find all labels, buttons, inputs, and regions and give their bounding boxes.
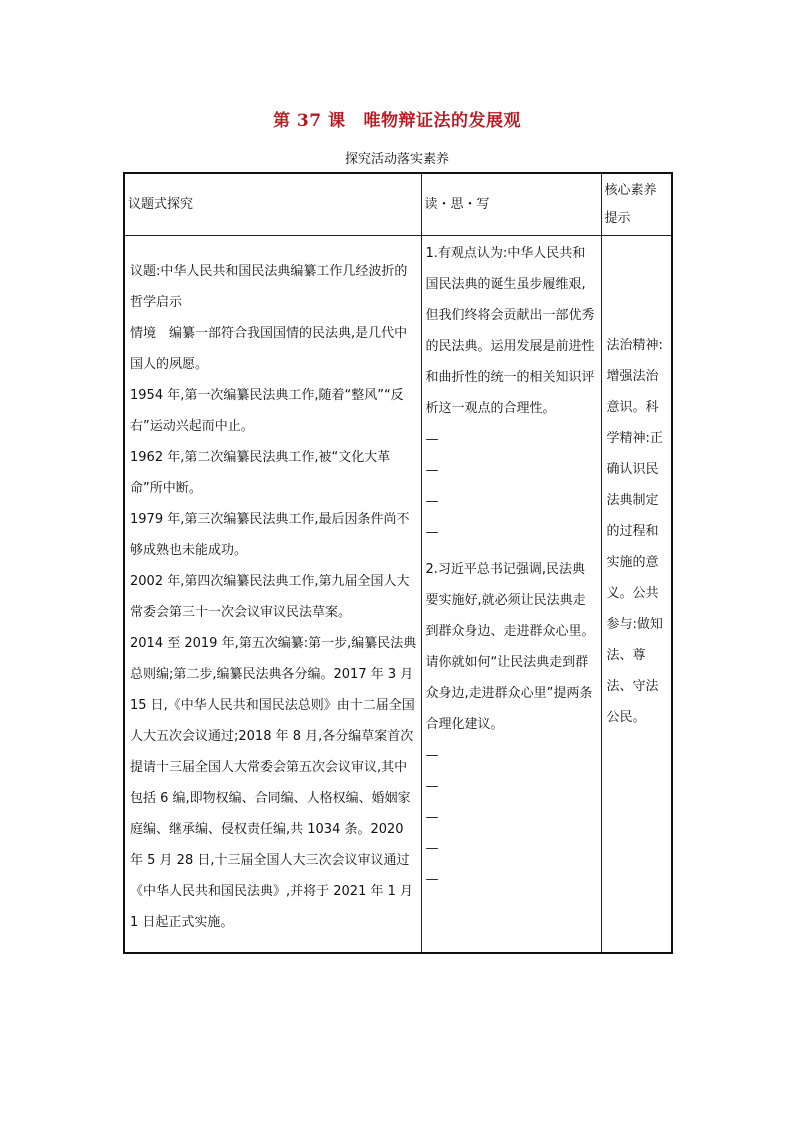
- core-literacy-cell: [601, 236, 672, 954]
- question-content: [422, 236, 601, 895]
- answer-line[interactable]: —: [425, 779, 439, 794]
- context-text: 情境 编纂一部符合我国国情的民法典,是几代中国人的夙愿。: [130, 326, 408, 372]
- inquiry-cell: [124, 236, 421, 954]
- header-read-think-write: 读・思・写: [424, 196, 490, 212]
- answer-line[interactable]: —: [425, 872, 439, 887]
- question-1: 1.有观点认为:中华人民共和国民法典的诞生虽步履维艰,但我们终将会贡献出一部优秀的民法典。运用发展是前进性和曲折性的统一的相关知识评析这一观点的合理性。: [425, 246, 595, 416]
- header-inquiry: 议题式探究: [128, 196, 194, 212]
- answer-line[interactable]: —: [425, 494, 439, 509]
- answer-line[interactable]: —: [425, 432, 439, 447]
- event-1962: 1962 年,第二次编纂民法典工作,被“文化大革命”所中断。: [130, 450, 391, 496]
- event-2014-2019: 2014 至 2019 年,第五次编纂:第一步,编纂民法典总则编;第二步,编纂民法典各分编。2017 年 3 月 15 日,《中华人民共和国民法总则》由十二届全国人大五次会议通过;2018 年 8 月,各分编草案首次提请十三届全国人大常委会第五次会议审议,其中包括 6 编,即物权编、合同编、人格权编、婚姻家庭编、继承编、侵权责任编,共 1034 条。2020 年 5 月 28 日,十三届全国人大三次会议审议通过《中华人民共和国民法典》,并将于 2021 年 1 月 1 日起正式实施。: [130, 636, 417, 930]
- table-body-row: [124, 236, 672, 954]
- event-1979: 1979 年,第三次编纂民法典工作,最后因条件尚不够成熟也未能成功。: [130, 512, 410, 558]
- lesson-topic: 唯物辩证法的发展观: [363, 111, 521, 131]
- lesson-number: 第 37 课: [273, 111, 346, 131]
- header-cell-inquiry: [124, 173, 421, 236]
- inquiry-content: [125, 236, 421, 938]
- event-1954: 1954 年,第一次编纂民法典工作,随着“整风”“反右”运动兴起而中止。: [130, 388, 404, 434]
- header-cell-read-think-write: [421, 173, 601, 236]
- section-subtitle: 探究活动落实素养: [344, 152, 449, 167]
- answer-line[interactable]: —: [425, 748, 439, 763]
- lesson-title: [0, 106, 794, 131]
- table-header-row: [124, 173, 672, 236]
- question-cell: [421, 236, 601, 954]
- event-2002: 2002 年,第四次编纂民法典工作,第九届全国人大常委会第三十一次会议审议民法草案。: [130, 574, 410, 620]
- answer-line[interactable]: —: [425, 525, 439, 540]
- topic-text: 议题:中华人民共和国民法典编纂工作几经波折的哲学启示: [130, 264, 408, 310]
- question-2: 2.习近平总书记强调,民法典要实施好,就必须让民法典走到群众身边、走进群众心里。请你就如何“让民法典走到群众身边,走进群众心里”提两条合理化建议。: [425, 562, 595, 732]
- header-core-literacy: 核心素养提示: [604, 182, 657, 226]
- header-cell-core-literacy: [601, 173, 672, 236]
- inquiry-table: [123, 172, 673, 954]
- core-literacy-text: 法治精神:增强法治意识。科学精神:正确认识民法典制定的过程和实施的意义。公共参与:做知法、尊法、守法公民。: [606, 338, 663, 725]
- answer-line[interactable]: —: [425, 463, 439, 478]
- answer-line[interactable]: —: [425, 841, 439, 856]
- answer-line[interactable]: —: [425, 810, 439, 825]
